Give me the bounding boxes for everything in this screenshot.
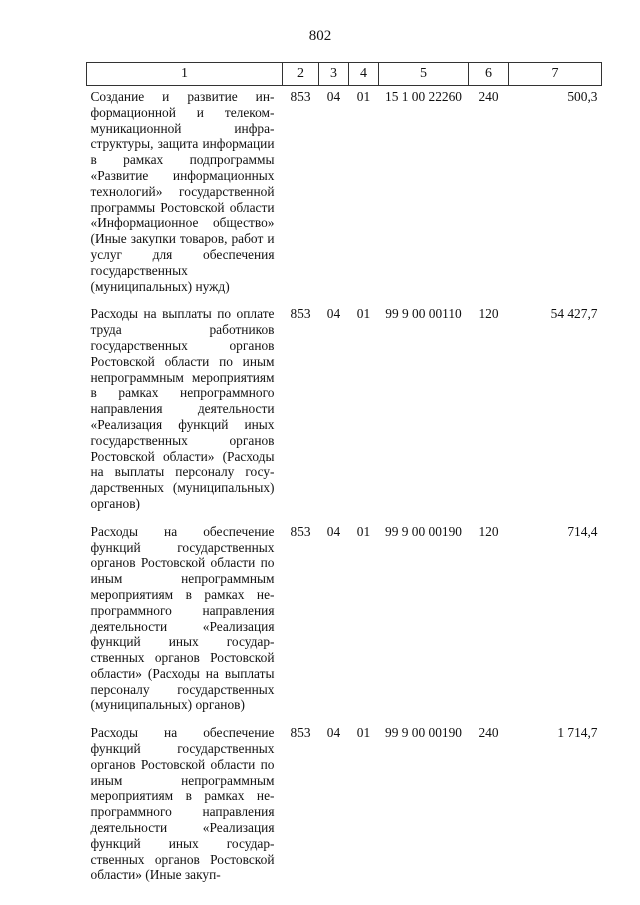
budget-table <box>86 62 602 892</box>
row-amount: 54 427,7 <box>550 306 598 322</box>
table-row <box>87 86 602 304</box>
row-amount: 714,4 <box>567 523 598 539</box>
row-code-5: 99 9 00 00190 <box>385 523 462 539</box>
row-code-6: 120 <box>478 306 499 322</box>
column-header-6: 6 <box>469 63 509 86</box>
row-name: Расходы на обеспечение функций государственных органов Ростовской области по иным непрограммным мероприятиям в рамках непрограммного направления деятельности «Реализация функций иных государственных органов Ростовской области» (Иные закуп- <box>90 725 275 883</box>
row-code-6: 240 <box>478 89 499 104</box>
column-header-1: 1 <box>87 63 283 86</box>
row-amount: 500,3 <box>567 89 598 104</box>
column-header-4: 4 <box>349 63 379 86</box>
page-number: 802 <box>308 28 332 44</box>
row-code-5: 15 1 00 22260 <box>385 89 462 104</box>
row-code-2: 853 <box>290 725 311 741</box>
table-row <box>87 521 602 723</box>
column-header-5: 5 <box>379 63 469 86</box>
row-name: Расходы на обеспечение функций государственных органов Ростовской области по иным непрограммным мероприятиям в рамках непрограммного направления деятельности «Реализация функций иных государственных органов Ростовской области» (Расходы на выплаты персоналу государственных (муниципальных) органов) <box>90 523 275 713</box>
row-code-3: 04 <box>326 306 341 322</box>
column-header-3: 3 <box>319 63 349 86</box>
row-name: Создание и развитие информационной и телекоммуникационной инфраструктуры, защита информации в рамках подпрограммы «Развитие информационных технологий» государственной программы Ростовской области «Информационное общество» (Иные закупки товаров, работ и услуг для обеспечения государственных (муниципальных) нужд) <box>90 89 275 294</box>
row-code-6: 120 <box>478 523 499 539</box>
table-row <box>87 722 602 892</box>
table-row <box>87 303 602 520</box>
row-code-5: 99 9 00 00110 <box>385 306 462 322</box>
column-header-2: 2 <box>283 63 319 86</box>
row-code-4: 01 <box>356 523 371 539</box>
row-code-4: 01 <box>356 306 371 322</box>
row-amount: 1 714,7 <box>557 725 598 741</box>
row-name: Расходы на выплаты по оплате труда работников государственных органов Ростовской области по иным непрограммным мероприятиям в рамках непрограммного направления деятельности «Реализация функций иных государственных органов Ростовской области» (Расходы на выплаты персоналу государственных (муниципальных) органов) <box>90 306 275 511</box>
row-code-2: 853 <box>290 306 311 322</box>
row-code-2: 853 <box>290 89 311 104</box>
row-code-5: 99 9 00 00190 <box>385 725 462 741</box>
table-header-row <box>87 63 602 86</box>
row-code-3: 04 <box>326 523 341 539</box>
row-code-3: 04 <box>326 89 341 104</box>
row-code-3: 04 <box>326 725 341 741</box>
row-code-4: 01 <box>356 89 371 104</box>
row-code-2: 853 <box>290 523 311 539</box>
column-header-7: 7 <box>509 63 602 86</box>
row-code-4: 01 <box>356 725 371 741</box>
row-code-6: 240 <box>478 725 499 741</box>
